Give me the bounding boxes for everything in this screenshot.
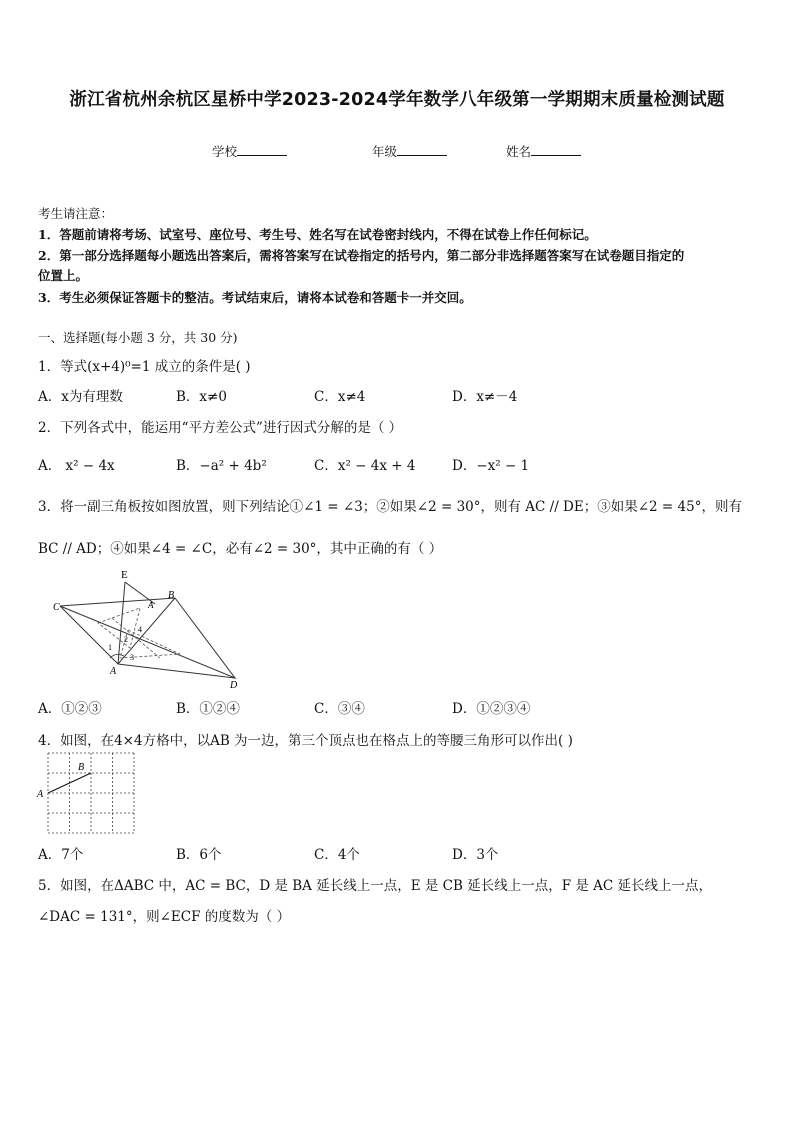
label-c: C: [53, 602, 60, 613]
q1-option-a[interactable]: A．x为有理数: [38, 389, 123, 405]
label-a: A: [110, 666, 117, 677]
q3-option-a[interactable]: A．①②③: [38, 701, 102, 717]
notice-item: 2．第一部分选择题每小题选出答案后，需将答案写在试卷指定的括号内，第二部分非选择题答案写在试卷题目指定的: [38, 248, 685, 263]
q4-option-d[interactable]: D．3个: [452, 847, 499, 863]
q2-option-c[interactable]: C．x² − 4x + 4: [314, 458, 416, 474]
notice-item: 3．考生必须保证答题卡的整洁。考试结束后，请将本试卷和答题卡一并交回。: [38, 290, 472, 305]
q1-option-c[interactable]: C．x≠4: [314, 389, 366, 405]
question-3-line1: 3．将一副三角板按如图放置，则下列结论①∠1 = ∠3；②如果∠2 = 30°，则有 AC // DE；③如果∠2 = 45°，则有: [38, 499, 742, 515]
label-a: A: [37, 789, 44, 800]
label-b: B: [78, 762, 85, 773]
name-field: [506, 142, 581, 160]
school-field: [212, 142, 287, 160]
q2-option-a[interactable]: A． x² − 4x: [38, 458, 115, 474]
school-blank[interactable]: [237, 142, 287, 156]
grade-blank[interactable]: [397, 142, 447, 156]
q1-option-b[interactable]: B．x≠0: [176, 389, 227, 405]
label-b: B: [168, 590, 175, 601]
question-4-stem: 4．如图，在4×4方格中，以AB 为一边，第三个顶点也在格点上的等腰三角形可以作出( ): [38, 733, 573, 749]
q4-option-a[interactable]: A．7个: [38, 847, 84, 863]
q4-grid-figure: [36, 750, 140, 836]
page-title: 浙江省杭州余杭区星桥中学2023-2024学年数学八年级第一学期期末质量检测试题: [69, 90, 725, 110]
q2-option-d[interactable]: D．−x² − 1: [452, 458, 530, 474]
q4-option-b[interactable]: B．6个: [176, 847, 222, 863]
q1-option-d[interactable]: D．x≠－4: [452, 389, 518, 405]
angle-label-1: 1: [108, 643, 112, 652]
question-1-stem: 1．等式(x+4)⁰=1 成立的条件是( ): [38, 359, 251, 375]
notice-heading: 考生请注意：: [38, 206, 114, 221]
question-5-line1: 5．如图，在ΔABC 中，AC = BC，D 是 BA 延长线上一点，E 是 CB 延长线上一点，F 是 AC 延长线上一点，: [38, 878, 713, 894]
q4-option-c[interactable]: C．4个: [314, 847, 360, 863]
question-3-line2: BC // AD；④如果∠4 = ∠C，必有∠2 = 30°，其中正确的有（ ）: [38, 541, 443, 557]
q3-triangle-figure: [50, 568, 250, 690]
label-a-top: A: [148, 600, 154, 610]
question-2-stem: 2．下列各式中，能运用“平方差公式”进行因式分解的是（ ）: [38, 420, 403, 436]
school-label: 学校: [212, 144, 238, 159]
grade-label: 年级: [372, 144, 398, 159]
notice-item: 1．答题前请将考场、试室号、座位号、考生号、姓名写在试卷密封线内，不得在试卷上作任何标记。: [38, 227, 597, 242]
q3-option-b[interactable]: B．①②④: [176, 701, 240, 717]
grade-field: [372, 142, 447, 160]
angle-label-4: 4: [138, 625, 142, 634]
name-blank[interactable]: [531, 142, 581, 156]
name-label: 姓名: [506, 144, 532, 159]
angle-label-3: 3: [130, 653, 134, 662]
q3-option-c[interactable]: C．③④: [314, 701, 365, 717]
notice-item: 位置上。: [38, 268, 89, 283]
question-5-line2: ∠DAC = 131°，则∠ECF 的度数为（ ）: [38, 909, 291, 925]
label-e: E: [121, 569, 128, 581]
label-d: D: [230, 680, 238, 690]
section-heading: 一、选择题(每小题 3 分，共 30 分): [38, 330, 238, 345]
q2-option-b[interactable]: B．−a² + 4b²: [176, 458, 267, 474]
angle-label-2: 2: [124, 635, 128, 644]
q3-option-d[interactable]: D．①②③④: [452, 701, 531, 717]
